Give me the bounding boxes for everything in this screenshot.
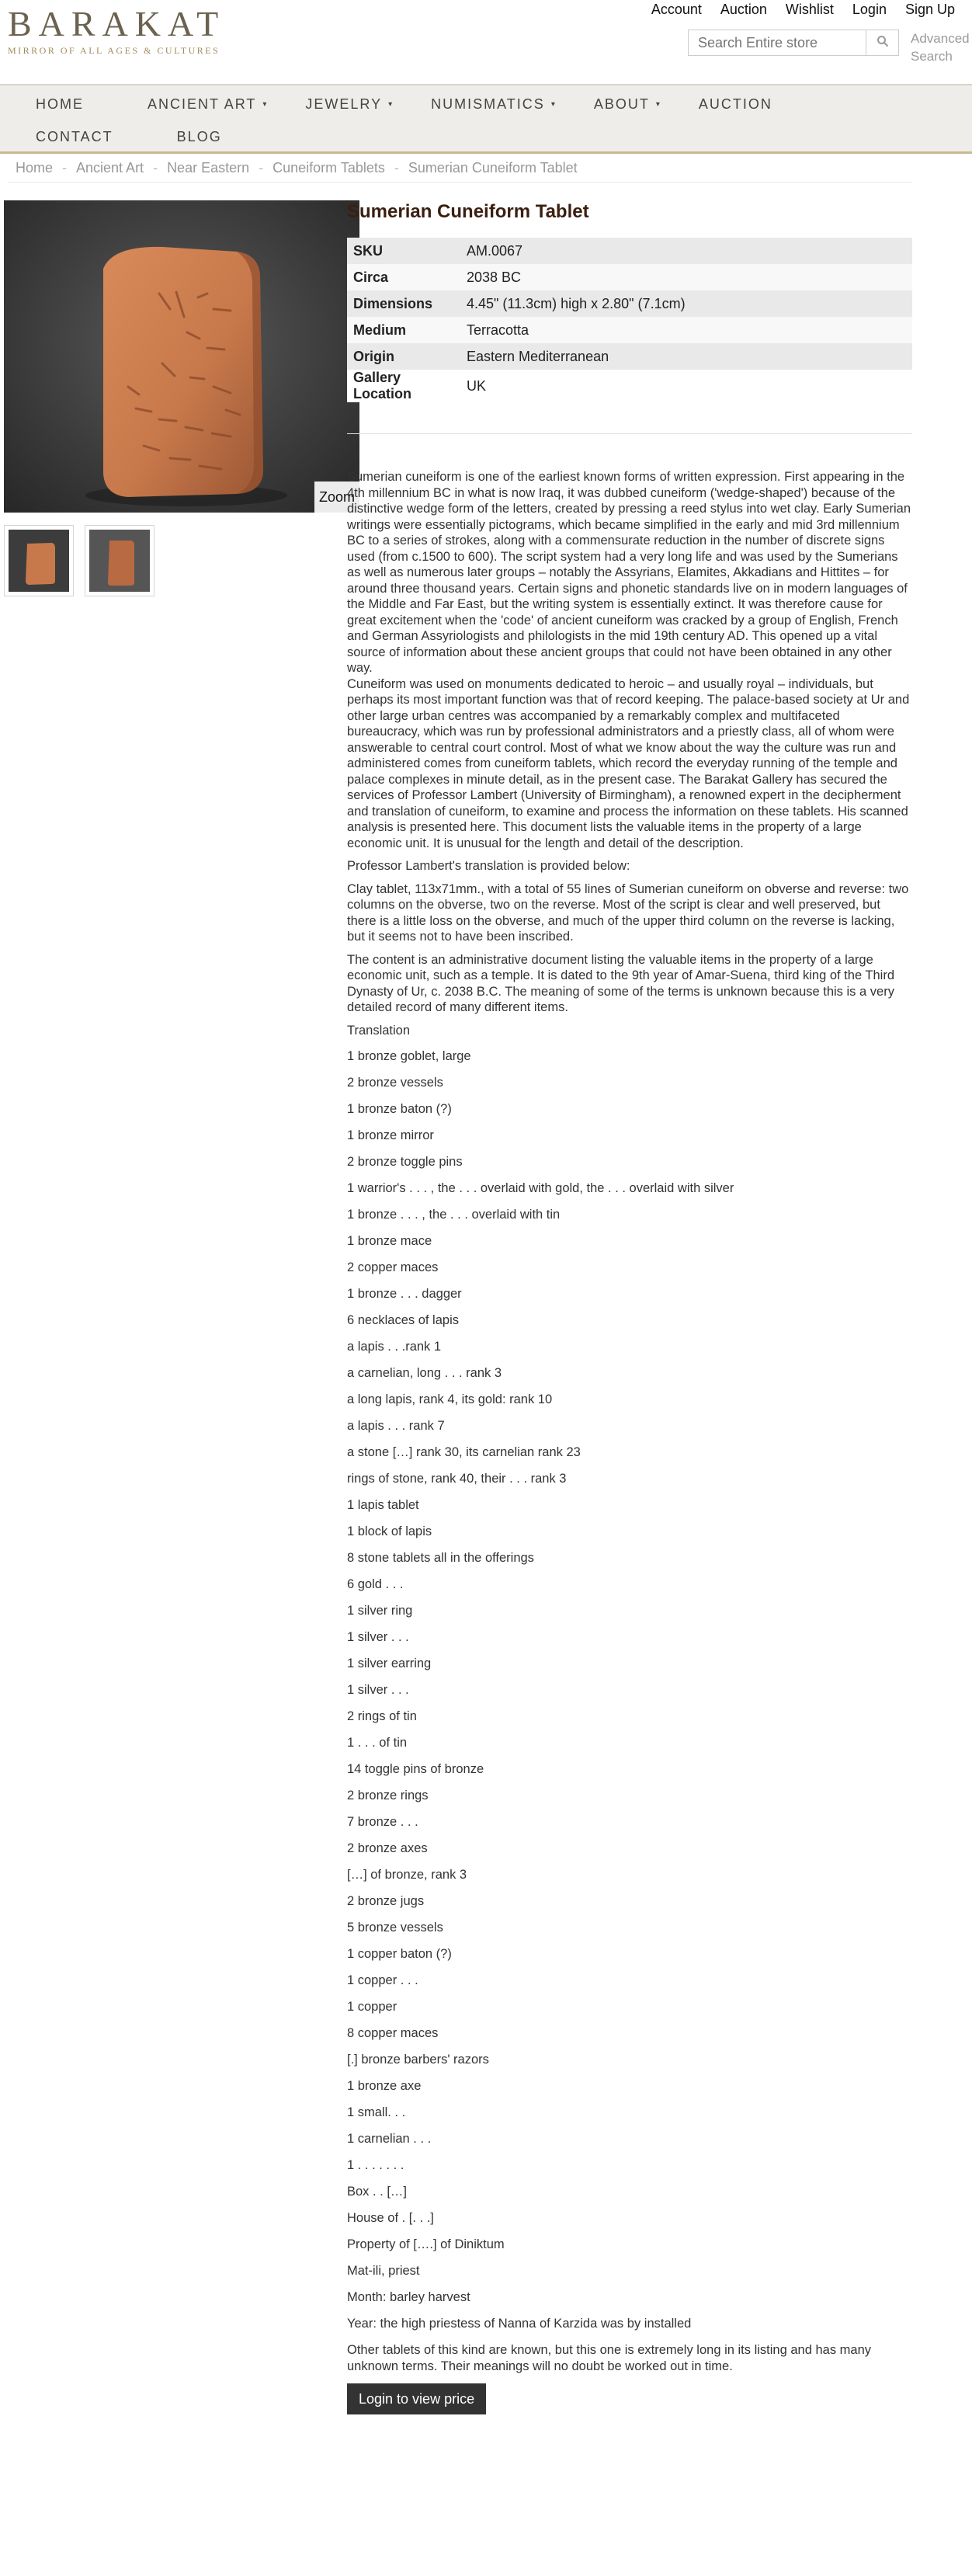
translation-item: a stone […] rank 30, its carnelian rank 23 [347, 1445, 581, 1459]
translation-item: 1 bronze mirror [347, 1128, 434, 1142]
breadcrumb-separator: - [259, 160, 264, 176]
translation-item: 1 copper baton (?) [347, 1947, 452, 1961]
description-paragraph: Professor Lambert's translation is provided below: [347, 859, 630, 873]
translation-item: 1 bronze . . . dagger [347, 1287, 462, 1301]
breadcrumb-separator: - [394, 160, 399, 176]
translation-item: Property of [….] of Diniktum [347, 2237, 505, 2251]
spec-key: Origin [347, 343, 460, 370]
caret-down-icon: ▾ [550, 100, 555, 109]
translation-item: 1 silver . . . [347, 1630, 409, 1644]
nav-label: ABOUT [593, 96, 650, 112]
login-link[interactable]: Login [852, 2, 887, 17]
thumbnail-image [9, 530, 69, 592]
translation-item: 2 rings of tin [347, 1709, 417, 1723]
brand-tagline: MIRROR OF ALL AGES & CULTURES [8, 45, 220, 56]
nav-label: NUMISMATICS [431, 96, 545, 112]
thumbnail-2[interactable] [85, 525, 154, 596]
translation-heading: Translation [347, 1023, 411, 1038]
translation-item: Box . . […] [347, 2185, 408, 2199]
spec-key: Circa [347, 264, 460, 290]
account-link[interactable]: Account [651, 2, 702, 17]
caret-down-icon: ▾ [262, 100, 267, 109]
translation-item: a lapis . . .rank 1 [347, 1340, 442, 1354]
nav-label: CONTACT [36, 129, 113, 144]
nav-item-jewelry[interactable] [305, 96, 392, 113]
translation-item: 1 small. . . [347, 2105, 406, 2119]
nav-row-primary [0, 96, 772, 113]
translation-item: 2 bronze jugs [347, 1894, 425, 1908]
account-links [651, 2, 955, 18]
spec-key: Gallery Location [347, 370, 460, 402]
caret-down-icon: ▾ [655, 100, 660, 109]
product-title: Sumerian Cuneiform Tablet [347, 201, 589, 222]
spec-row [347, 238, 912, 264]
site-header [0, 0, 972, 84]
translation-item: […] of bronze, rank 3 [347, 1868, 467, 1882]
translation-item: 2 bronze rings [347, 1789, 429, 1803]
translation-item: 1 bronze goblet, large [347, 1049, 471, 1063]
translation-item: 1 bronze axe [347, 2079, 422, 2093]
translation-item: 8 stone tablets all in the offerings [347, 1551, 534, 1565]
login-to-view-price-button[interactable]: Login to view price [347, 2383, 486, 2414]
nav-label: HOME [36, 96, 84, 112]
translation-list [347, 1048, 912, 2342]
translation-item: 1 carnelian . . . [347, 2132, 432, 2146]
specs-divider [347, 433, 912, 434]
translation-item: 8 copper maces [347, 2026, 439, 2040]
auction-link[interactable]: Auction [720, 2, 767, 17]
nav-label: ANCIENT ART [148, 96, 257, 112]
spec-row [347, 317, 912, 343]
nav-item-contact[interactable] [36, 129, 113, 145]
description-paragraph: Clay tablet, 113x71mm., with a total of 55 lines of Sumerian cuneiform on obverse and reverse: two columns on the obverse, two on the reverse. Most of the script is clear and well preserved, but there is a little loss on the obverse, and much of the upper third column on the reverse is lacking, but it seems not to have been inscribed. [347, 881, 909, 944]
translation-item: 1 silver ring [347, 1604, 413, 1618]
translation-item: 1 block of lapis [347, 1524, 432, 1538]
translation-item: 2 bronze toggle pins [347, 1155, 463, 1169]
advanced-search-link[interactable]: Advanced Search [911, 31, 970, 64]
translation-item: 5 bronze vessels [347, 1921, 443, 1935]
spec-row [347, 343, 912, 370]
search-icon [877, 35, 889, 51]
translation-item: 1 bronze baton (?) [347, 1102, 452, 1116]
translation-item: House of . [. . .] [347, 2211, 434, 2225]
breadcrumb-separator: - [153, 160, 158, 176]
spec-value: AM.0067 [460, 238, 912, 264]
breadcrumb-home[interactable]: Home [16, 160, 54, 176]
search-input[interactable] [688, 30, 866, 56]
spec-row [347, 370, 912, 402]
nav-item-auction[interactable] [699, 96, 772, 113]
nav-item-blog[interactable] [177, 129, 222, 145]
nav-label: AUCTION [698, 96, 772, 112]
nav-item-ancient-art[interactable] [148, 96, 266, 113]
breadcrumb-cuneiform-tablets[interactable]: Cuneiform Tablets [273, 160, 385, 176]
translation-item: 2 bronze vessels [347, 1076, 443, 1090]
signup-link[interactable]: Sign Up [904, 2, 955, 17]
translation-item: a long lapis, rank 4, its gold: rank 10 [347, 1392, 553, 1406]
description-paragraph: Sumerian cuneiform is one of the earliest known forms of written expression. First appearing in the 4th millennium BC in what is now Iraq, it was dubbed cuneiform ('wedge-shaped') because of the distinctive wedge form of the letters, created by pressing a reed stylus into wet clay. Early Sumerian writings were essentially pictograms, which became simplified in the early and mid 3rd millennium BC to a series of strokes, along with a commensurate reduction in the number of discrete signs used (from c.1500 to 600). The script system had a very long life and was used by the Sumerians as well as numerous later groups – notably the Assyrians, Elamites, Akkadians and Hittites – for around three thousand years. Certain signs and phonetic standards live on in modern languages of the Middle and Far East, but the writing system is essentially extinct. It was therefore cause for great excitement when the 'code' of ancient cuneiform was cracked by a group of English, French and German Assyriologists and philologists in the mid 19th century AD. This opened up a vital source of information about these ancient groups that could not have been obtained in any other way. [347, 470, 911, 675]
spec-value: Terracotta [460, 317, 912, 343]
translation-item: 14 toggle pins of bronze [347, 1762, 484, 1776]
main-nav [0, 84, 972, 154]
caret-down-icon: ▾ [388, 100, 393, 109]
spec-value: Eastern Mediterranean [460, 343, 912, 370]
translation-item: 2 bronze axes [347, 1841, 428, 1855]
nav-item-numismatics[interactable] [431, 96, 555, 113]
spec-key: Medium [347, 317, 460, 343]
spec-value: UK [460, 370, 912, 402]
spec-value: 4.45" (11.3cm) high x 2.80" (7.1cm) [460, 290, 912, 317]
product-specs-table [347, 238, 912, 402]
tablet-photo [4, 200, 359, 513]
nav-label: BLOG [176, 129, 222, 144]
translation-item: 6 necklaces of lapis [347, 1313, 459, 1327]
product-main-image[interactable] [4, 200, 359, 513]
translation-item: 1 . . . . . . . [347, 2158, 404, 2172]
spec-key: Dimensions [347, 290, 460, 317]
description-paragraph: Cuneiform was used on monuments dedicated to heroic – and usually royal – individuals, but perhaps its most important function was that of record keeping. The palace-based society at Ur and other large urban centres was accompanied by a remarkably complex and multifaceted bureaucracy, which was run by professional administrators and a priestly class, all of whom were answerable to central court control. Most of what we know about the way the culture was run and administered comes from cuneiform tablets, which record the everyday running of the temple and palace complexes in minute detail, as in the present case. The Barakat Gallery has secured the services of Professor Lambert (University of Birmingham), a renowned expert in the decipherment and translation of cuneiform, to examine and process the information on these tablets. His scanned analysis is presented here. This document lists the valuable items in the property of a large economic unit. It is unusual for the length and detail of the description. [347, 676, 910, 850]
translation-item: a carnelian, long . . . rank 3 [347, 1366, 502, 1380]
breadcrumb [16, 160, 578, 176]
translation-item: 1 bronze mace [347, 1234, 432, 1248]
spec-key: SKU [347, 238, 460, 264]
translation-item: Month: barley harvest [347, 2290, 470, 2304]
translation-item: 1 . . . of tin [347, 1736, 408, 1750]
site-logo[interactable] [8, 6, 225, 57]
nav-item-home[interactable] [36, 96, 84, 113]
translation-item: 6 gold . . . [347, 1577, 404, 1591]
translation-item: 1 silver earring [347, 1656, 432, 1670]
nav-row-secondary [0, 129, 222, 145]
product-details [347, 200, 912, 402]
spec-row [347, 264, 912, 290]
thumbnail-1[interactable] [4, 525, 74, 596]
thumbnail-image [89, 530, 150, 592]
closing-paragraph: Other tablets of this kind are known, but this one is extremely long in its listing and has many unknown terms. Their meanings will no doubt be worked out in time. [347, 2343, 872, 2373]
translation-item: 1 bronze . . . , the . . . overlaid with tin [347, 1208, 561, 1222]
spec-value: 2038 BC [460, 264, 912, 290]
description-paragraph: The content is an administrative document listing the valuable items in the property of a large economic unit, such as a temple. It is dated to the 9th year of Amar-Suena, third king of the Third Dynasty of Ur, c. 2038 B.C. The meaning of some of the terms is unknown because this is a very detailed record of many different items. [347, 952, 894, 1014]
breadcrumb-near-eastern[interactable]: Near Eastern [167, 160, 250, 176]
translation-item: 1 silver . . . [347, 1683, 409, 1697]
translation-item: [.] bronze barbers' razors [347, 2053, 489, 2067]
translation-item: 7 bronze . . . [347, 1815, 418, 1829]
search-bar [688, 30, 899, 56]
breadcrumb-ancient-art[interactable]: Ancient Art [76, 160, 144, 176]
translation-item: Year: the high priestess of Nanna of Karzida was by installed [347, 2317, 692, 2331]
breadcrumb-separator: - [62, 160, 68, 176]
spec-row [347, 290, 912, 317]
translation-item: 1 copper . . . [347, 1973, 418, 1987]
wishlist-link[interactable]: Wishlist [785, 2, 834, 17]
brand-name: BARAKAT [8, 4, 226, 43]
translation-item: rings of stone, rank 40, their . . . rank 3 [347, 1472, 567, 1486]
translation-item: 1 warrior's . . . , the . . . overlaid with gold, the . . . overlaid with silver [347, 1181, 734, 1195]
breadcrumb-current: Sumerian Cuneiform Tablet [408, 160, 578, 176]
zoom-button[interactable]: Zoom [314, 481, 359, 513]
search-button[interactable] [866, 30, 899, 56]
translation-item: 2 copper maces [347, 1260, 439, 1274]
translation-item: a lapis . . . rank 7 [347, 1419, 445, 1433]
translation-item: Mat-ili, priest [347, 2264, 420, 2278]
translation-item: 1 lapis tablet [347, 1498, 419, 1512]
nav-label: JEWELRY [305, 96, 383, 112]
translation-item: 1 copper [347, 2000, 397, 2014]
product-description [347, 469, 912, 2414]
breadcrumb-divider [8, 182, 912, 183]
nav-item-about[interactable] [594, 96, 660, 113]
